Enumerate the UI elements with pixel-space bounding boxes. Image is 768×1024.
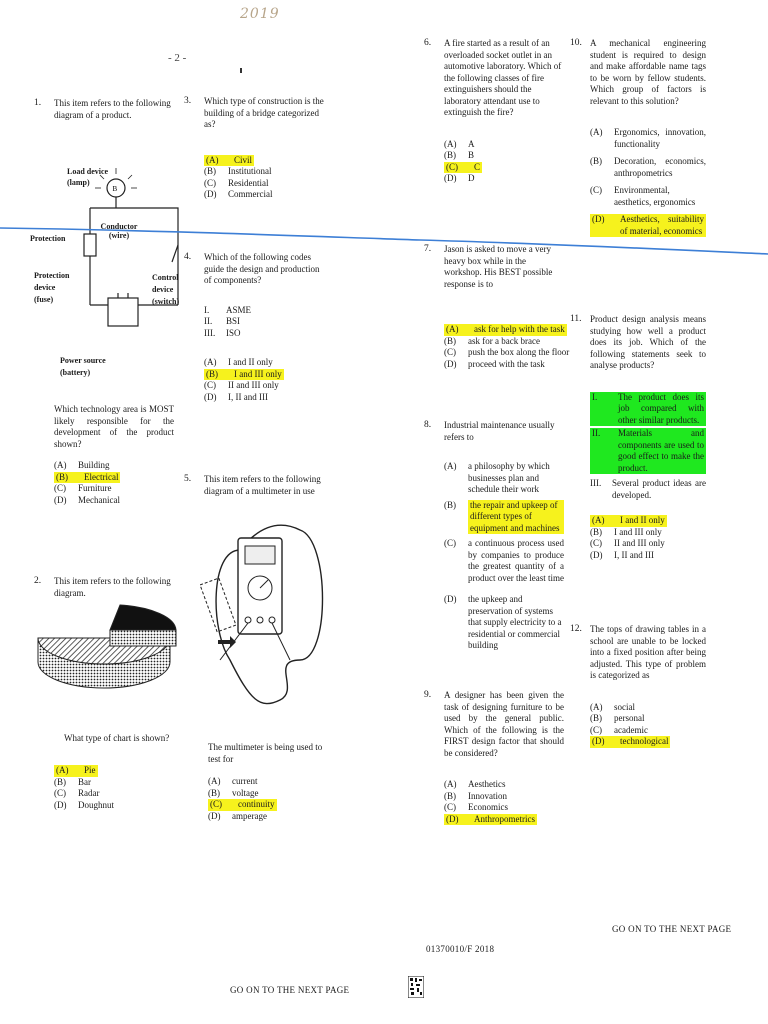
question-9 <box>424 690 564 825</box>
question-4 <box>184 252 324 403</box>
question-stem: Which type of construction is the building of a bridge categorized as? <box>204 96 324 129</box>
options-list <box>204 357 324 403</box>
question-8 <box>424 420 564 652</box>
question-stem: Product design analysis means studying how well a product does its job. Which of the following statements seek to analyse products? <box>590 314 706 370</box>
option-a[interactable]: (A) A <box>444 138 475 149</box>
option-d[interactable]: (D) I, II and III <box>204 391 268 402</box>
option-b[interactable]: (B) Bar <box>54 776 91 787</box>
question-12 <box>570 624 706 748</box>
question-5-options <box>208 776 308 822</box>
label-conductor: Conductor (wire) <box>100 222 138 240</box>
statement-3: III. Several product ideas are developed. <box>590 478 706 500</box>
option-c[interactable]: (C) II and III only <box>204 380 279 390</box>
option-a[interactable]: (A) I and II only <box>592 515 665 525</box>
option-b[interactable]: (B) Decoration, economics, anthropometrics <box>590 156 706 178</box>
question-2 <box>34 576 184 599</box>
question-number: 10. <box>570 38 582 48</box>
option-c[interactable]: (C) II and III only <box>590 538 665 548</box>
handwritten-year: 2019 <box>240 6 280 22</box>
options-list <box>444 461 564 652</box>
stray-mark <box>240 68 242 73</box>
fuse-symbol <box>84 234 96 256</box>
option-a[interactable]: (A) Ergonomics, innovation, functionality <box>590 127 706 149</box>
battery-symbol <box>108 298 138 326</box>
question-5-prompt <box>208 742 328 765</box>
option-a[interactable]: (A) Civil <box>206 154 253 165</box>
question-3 <box>184 96 324 201</box>
option-b[interactable]: (B) personal <box>590 713 645 723</box>
lamp-label: B <box>112 185 118 193</box>
option-d[interactable]: (D) Commercial <box>204 189 273 199</box>
option-c[interactable]: (C) Economics <box>444 802 508 812</box>
option-a[interactable]: (A) a philosophy by which businesses plan and schedule their work <box>444 461 550 494</box>
options-list <box>590 127 706 237</box>
option-d[interactable]: (D) technological <box>592 736 669 746</box>
switch-symbol <box>172 245 178 262</box>
option-a[interactable]: (A) Building <box>54 460 110 470</box>
option-a[interactable]: (A) Aesthetics <box>444 779 506 789</box>
option-c[interactable]: (C) push the box along the floor <box>444 347 570 357</box>
option-c[interactable]: (C) Furniture <box>54 483 112 493</box>
option-c[interactable]: (C) Environmental, aesthetics, ergonomics <box>590 185 696 207</box>
question-11 <box>570 314 706 561</box>
option-c[interactable]: (C) Radar <box>54 788 100 798</box>
question-text: Which technology area is MOST likely responsible for the development of the product shown? <box>54 404 174 449</box>
option-a[interactable]: (A) Pie <box>56 765 96 775</box>
question-6 <box>424 38 564 185</box>
options-list <box>590 515 706 561</box>
page-number: - 2 - <box>168 52 187 64</box>
question-number: 6. <box>424 38 432 48</box>
question-5 <box>184 474 324 497</box>
question-2-options <box>54 765 154 811</box>
question-number: 12. <box>570 624 582 634</box>
question-1-prompt <box>54 404 174 506</box>
option-a[interactable]: (A) I and II only <box>204 357 273 367</box>
question-10 <box>570 38 706 237</box>
option-d[interactable]: (D) amperage <box>208 810 267 821</box>
option-d[interactable]: (D) I, II and III <box>590 549 654 560</box>
statement-2: II. Materials and components are used to good effect to make the product. <box>592 428 704 473</box>
option-a[interactable]: (A) social <box>590 701 635 712</box>
question-number: 4. <box>184 252 192 262</box>
next-page-right: GO ON TO THE NEXT PAGE <box>612 924 732 934</box>
question-number: 9. <box>424 690 432 700</box>
statement-1: I. ASME <box>204 304 252 315</box>
question-stem: The tops of drawing tables in a school are unable to be locked into a fixed position after being adjusted. This type of problem is categorized as <box>590 624 706 680</box>
option-b[interactable]: (B) Electrical <box>56 471 119 482</box>
option-d[interactable]: (D) Mechanical <box>54 494 120 505</box>
statement-list <box>590 392 706 502</box>
multimeter-diagram <box>200 510 330 720</box>
option-a[interactable]: (A) current <box>208 776 258 786</box>
question-2-prompt <box>64 733 194 745</box>
options-list <box>444 139 564 185</box>
question-stem: Jason is asked to move a very heavy box while in the workshop. His BEST possible response is to <box>444 244 553 289</box>
option-a[interactable]: (A) ask for help with the task <box>446 324 565 334</box>
options-list <box>54 460 174 506</box>
option-d[interactable]: (D) Anthropometrics <box>446 813 535 824</box>
question-stem: A mechanical engineering student is required to design and make affordable name tags to be worn by fellow students. Which group of factors is relevant to this solution? <box>590 38 706 106</box>
options-list <box>444 324 570 370</box>
question-stem: This item refers to the following diagram. <box>54 576 171 598</box>
question-stem: This item refers to the following diagram of a multimeter in use <box>204 474 321 496</box>
option-b[interactable]: (B) ask for a back brace <box>444 335 540 346</box>
question-text: The multimeter is being used to test for <box>208 742 323 764</box>
question-stem: A fire started as a result of an overloaded socket outlet in an automotive laboratory. Which of the following classes of fire extinguishers should the laboratory attendant use to extinguish the fire? <box>444 38 562 117</box>
option-c[interactable]: (C) academic <box>590 724 648 735</box>
options-list <box>204 155 324 201</box>
option-c[interactable]: (C) continuity <box>210 799 275 809</box>
statement-1: I. The product does its job compared with other similar products. <box>592 391 704 425</box>
question-stem: This item refers to the following diagram of a product. <box>54 98 171 120</box>
question-number: 1. <box>34 98 42 108</box>
label-protection-short: Protection <box>30 234 66 243</box>
option-d[interactable]: (D) Doughnut <box>54 799 114 810</box>
option-b[interactable]: (B) voltage <box>208 787 259 798</box>
option-d[interactable]: (D) Aesthetics, suitability of material, economics <box>592 214 704 236</box>
option-b[interactable]: (B) Institutional <box>204 166 272 176</box>
question-stem: Which of the following codes guide the design and production of components? <box>204 252 320 285</box>
question-stem: Industrial maintenance usually refers to <box>444 420 555 442</box>
option-d[interactable]: (D) D <box>444 173 475 183</box>
pie-slice-small <box>110 605 176 630</box>
question-number: 3. <box>184 96 192 106</box>
option-b[interactable]: (B) I and III only <box>206 368 282 379</box>
question-number: 11. <box>570 314 582 324</box>
question-number: 8. <box>424 420 432 430</box>
statement-2: II. BSI <box>204 316 241 326</box>
pie-chart-diagram <box>30 600 190 710</box>
question-1 <box>34 98 174 121</box>
option-b[interactable]: (B) the repair and upkeep of different types of equipment and machines <box>444 500 564 535</box>
question-text: What type of chart is shown? <box>64 733 170 743</box>
label-control-device: Control device (switch) <box>152 273 180 306</box>
option-c[interactable]: (C) Residential <box>204 177 269 188</box>
option-b[interactable]: (B) I and III only <box>590 526 662 537</box>
question-stem: A designer has been given the task of designing furniture to be used by the general public. Which of the following is the FIRST design factor that should be considered? <box>444 690 564 758</box>
barcode-icon <box>408 976 424 998</box>
question-number: 5. <box>184 474 192 484</box>
question-number: 2. <box>34 576 42 586</box>
option-b[interactable]: (B) B <box>444 150 475 160</box>
next-page-bottom: GO ON TO THE NEXT PAGE <box>230 985 350 995</box>
options-list <box>590 702 706 748</box>
statement-list <box>204 305 324 340</box>
multimeter-display <box>245 546 275 564</box>
label-load-device: Load device (lamp) <box>67 167 109 187</box>
statement-3: III. ISO <box>204 327 241 338</box>
option-d[interactable]: (D) proceed with the task <box>444 358 545 369</box>
option-b[interactable]: (B) Innovation <box>444 790 507 801</box>
options-list <box>444 779 564 825</box>
pie-slice-small-side <box>110 630 176 646</box>
option-c[interactable]: (C) C <box>446 161 481 172</box>
option-d[interactable]: (D) the upkeep and preservation of systems that supply electricity to a residential or commercial building <box>444 594 562 650</box>
label-power-source: Power source (battery) <box>60 356 106 377</box>
paper-code: 01370010/F 2018 <box>426 944 495 954</box>
question-7 <box>424 244 570 370</box>
option-c[interactable]: (C) a continuous process used by companies to produce the greatest quantity of a product over the least time <box>444 538 564 583</box>
label-protection-device: Protection device (fuse) <box>34 271 70 304</box>
question-number: 7. <box>424 244 432 254</box>
